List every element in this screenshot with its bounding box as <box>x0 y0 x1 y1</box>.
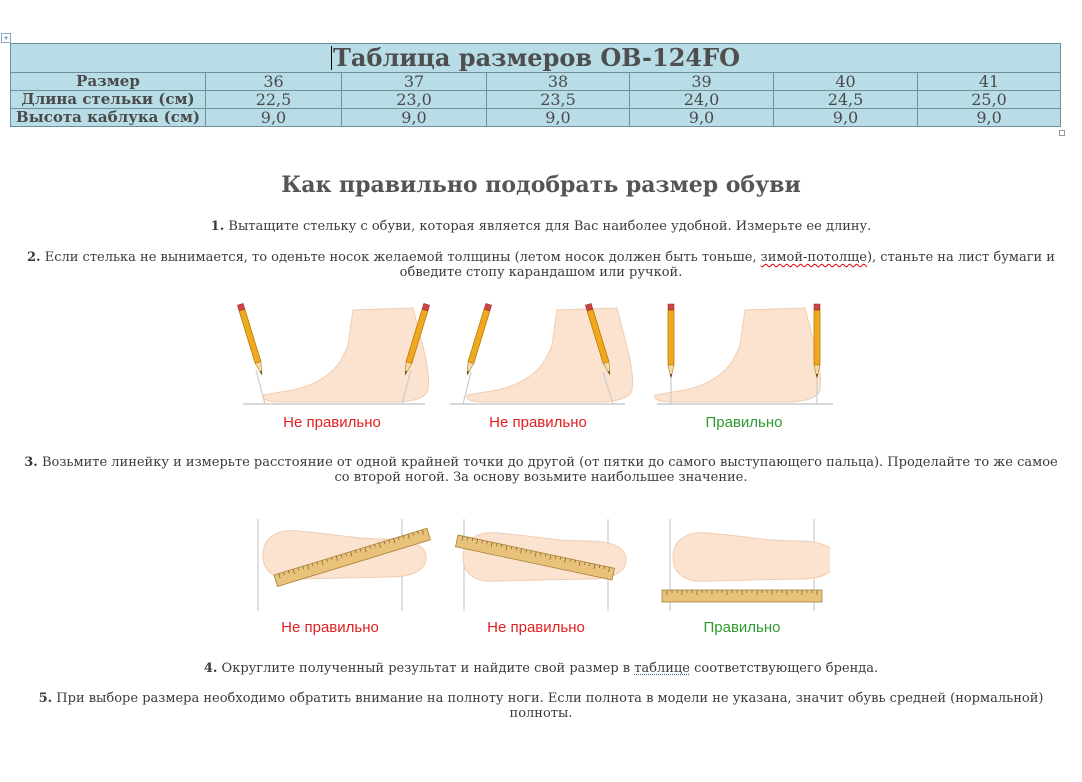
table-cell: 41 <box>918 73 1061 91</box>
ruler-illustration-3 <box>662 519 830 611</box>
caption-right: Правильно <box>705 414 783 431</box>
table-cell: 9,0 <box>774 109 918 127</box>
table-cell: 9,0 <box>630 109 774 127</box>
guide-heading: Как правильно подобрать размер обуви <box>281 172 801 198</box>
table-cell: 24,5 <box>774 91 918 109</box>
table-row-heel <box>11 109 1061 127</box>
ruler-illustration-2 <box>456 519 627 611</box>
pencil-tracing-figure <box>225 300 845 412</box>
ruler-illustration-1 <box>258 519 431 611</box>
table-cell: 9,0 <box>342 109 487 127</box>
step-1: 1. Вытащите стельку с обуви, которая является для Вас наиболее удобной. Измерьте ее длину. <box>210 219 872 234</box>
row-header-size: Размер <box>11 73 206 91</box>
table-cell: 25,0 <box>918 91 1061 109</box>
table-row-size <box>11 73 1061 91</box>
ruler-measuring-figure <box>250 515 830 615</box>
size-table <box>10 43 1061 127</box>
table-cell: 9,0 <box>918 109 1061 127</box>
caption-wrong-1: Не правильно <box>283 414 381 431</box>
table-link[interactable]: таблице <box>634 661 690 676</box>
pencil-icon <box>237 303 264 376</box>
table-cell: 38 <box>487 73 630 91</box>
row-header-insole: Длина стельки (см) <box>11 91 206 109</box>
table-cell: 39 <box>630 73 774 91</box>
step-3: 3. Возьмите линейку и измерьте расстояние от одной крайней точки до другой (от пятки до самого выступающего пальца). Проделайте то же самое со второй ногой. За основу возьмите наибольшее значение. <box>24 455 1058 485</box>
table-cell: 23,5 <box>487 91 630 109</box>
table-cell: 9,0 <box>206 109 342 127</box>
foot-illustration-1 <box>237 303 429 404</box>
table-cell: 37 <box>342 73 487 91</box>
caption-wrong-2: Не правильно <box>489 414 587 431</box>
table-row-insole <box>11 91 1061 109</box>
step-4: 4. Округлите полученный результат и найдите свой размер в таблице соответствующего бренда. <box>203 661 879 676</box>
step-5: 5. При выборе размера необходимо обратить внимание на полноту ноги. Если полнота в модели не указана, значит обувь средней (нормальной) полноты. <box>38 691 1044 721</box>
spellcheck-word[interactable]: зимой-потолще <box>760 250 867 265</box>
table-move-handle-icon[interactable]: + <box>1 33 11 43</box>
table-cell: 24,0 <box>630 91 774 109</box>
foot-illustration-2 <box>450 303 633 404</box>
row-header-heel: Высота каблука (см) <box>11 109 206 127</box>
caption-right-2: Правильно <box>703 619 781 636</box>
text-cursor <box>331 46 332 70</box>
step-2: 2. Если стелька не вынимается, то оденьте носок желаемой толщины (летом носок должен быть тоньше, зимой-потолще), станьте на лист бумаги и обведите стопу карандашом или ручкой. <box>27 250 1055 280</box>
table-cell: 22,5 <box>206 91 342 109</box>
table-cell: 40 <box>774 73 918 91</box>
table-title-row <box>11 44 1061 73</box>
caption-wrong-3: Не правильно <box>281 619 379 636</box>
table-cell: 36 <box>206 73 342 91</box>
table-title[interactable]: Таблица размеров OB-124FO <box>11 44 1061 73</box>
table-resize-handle[interactable] <box>1059 130 1065 136</box>
foot-illustration-3 <box>655 304 833 404</box>
table-cell: 23,0 <box>342 91 487 109</box>
table-cell: 9,0 <box>487 109 630 127</box>
caption-wrong-4: Не правильно <box>487 619 585 636</box>
